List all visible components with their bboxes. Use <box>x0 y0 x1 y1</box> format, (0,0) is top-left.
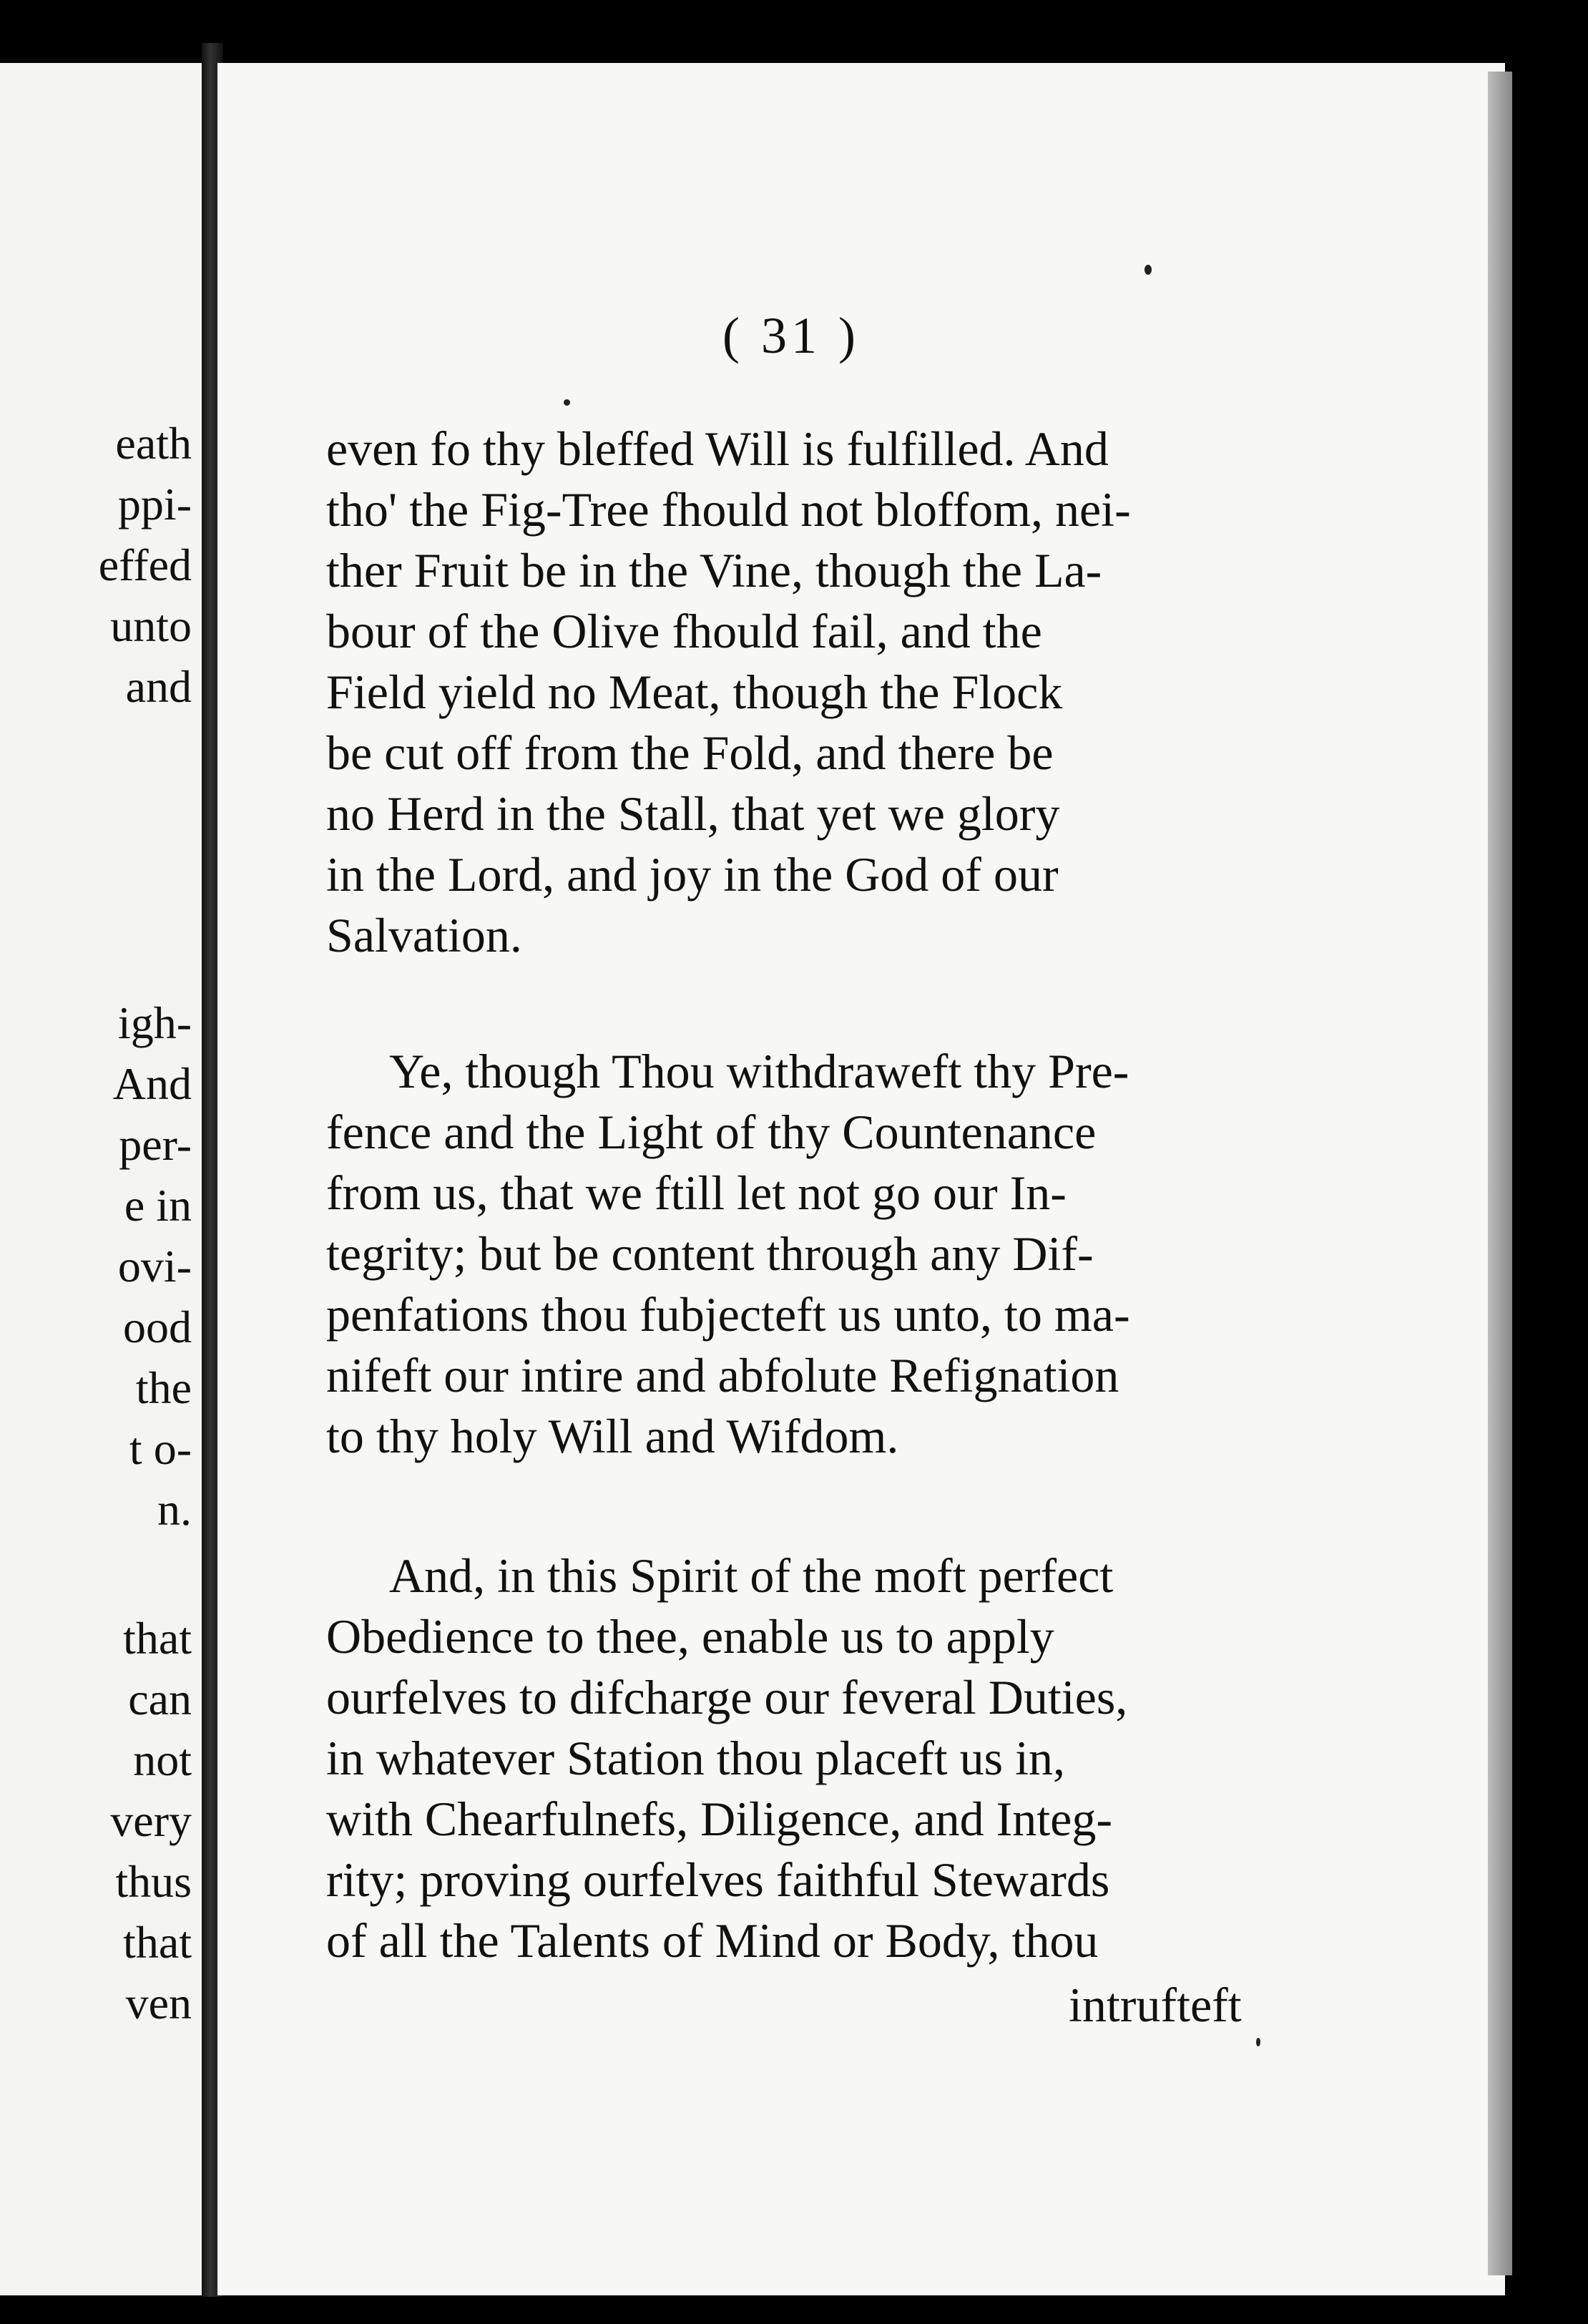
left-page-line: not <box>133 1734 192 1785</box>
text-line: to thy holy Will and Wifdom. <box>326 1409 899 1463</box>
left-page-line: igh- <box>117 997 192 1048</box>
text-line: no Herd in the Stall, that yet we glory <box>326 786 1060 841</box>
left-page-line: t o- <box>129 1423 192 1474</box>
text-line: nifeft our intire and abfolute Refignation <box>326 1348 1119 1402</box>
left-page-line: effed <box>98 540 192 590</box>
text-line: ourfelves to difcharge our feveral Duties, <box>326 1670 1128 1724</box>
left-page-line: that <box>123 1917 192 1968</box>
text-line: penfations thou fubjecteft us unto, to ma- <box>326 1287 1130 1342</box>
text-line: ther Fruit be in the Vine, though the La- <box>326 543 1102 597</box>
left-page-line: very <box>110 1795 192 1846</box>
text-line: in whatever Station thou placeft us in, <box>326 1731 1065 1785</box>
ink-fleck <box>1256 2038 1260 2046</box>
right-page <box>215 63 1505 2295</box>
left-page-line: thus <box>115 1856 192 1907</box>
left-page-line: n. <box>157 1484 192 1535</box>
page-edge-shadow <box>1488 72 1512 2275</box>
ink-fleck <box>564 399 570 406</box>
left-page-line: per- <box>119 1119 192 1170</box>
text-line: Salvation. <box>326 908 522 962</box>
left-page-line: e in <box>124 1180 192 1231</box>
text-line: bour of the Olive fhould fail, and the <box>326 604 1042 658</box>
page-number: ( 31 ) <box>722 307 860 364</box>
text-line: be cut off from the Fold, and there be <box>326 726 1054 780</box>
text-line: from us, that we ftill let not go our In- <box>326 1166 1067 1220</box>
left-page-line: ovi- <box>117 1241 192 1292</box>
ink-fleck <box>1145 265 1152 275</box>
text-line: of all the Talents of Mind or Body, thou <box>326 1913 1099 1968</box>
left-page-line: And <box>112 1058 192 1109</box>
text-line: rity; proving ourfelves faithful Stewards <box>326 1852 1110 1907</box>
left-page-line: that <box>123 1613 192 1664</box>
text-line: Obedience to thee, enable us to apply <box>326 1609 1054 1664</box>
text-line: intrufteft <box>1069 1978 1242 2032</box>
left-page-line: and <box>125 661 192 712</box>
text-line: tho' the Fig-Tree fhould not bloffom, nei- <box>326 482 1131 537</box>
left-page-line: can <box>128 1674 192 1724</box>
text-line: with Chearfulnefs, Diligence, and Integ- <box>326 1792 1112 1846</box>
left-page-line: eath <box>115 418 192 469</box>
text-line: Ye, though Thou withdraweft thy Pre- <box>389 1044 1129 1098</box>
text-line: in the Lord, and joy in the God of our <box>326 847 1059 902</box>
text-line: fence and the Light of thy Countenance <box>326 1105 1097 1159</box>
left-page-line: unto <box>110 600 192 651</box>
left-page-line: ven <box>125 1978 192 2028</box>
text-line: Field yield no Meat, though the Flock <box>326 665 1063 719</box>
text-line: And, in this Spirit of the moft perfect <box>389 1548 1114 1603</box>
left-page <box>0 63 209 2295</box>
left-page-line: ood <box>123 1302 192 1352</box>
left-page-line: the <box>135 1362 192 1413</box>
text-line: even fo thy bleffed Will is fulfilled. And <box>326 421 1109 476</box>
text-line: tegrity; but be content through any Dif- <box>326 1226 1094 1281</box>
left-page-line: ppi- <box>117 479 192 529</box>
